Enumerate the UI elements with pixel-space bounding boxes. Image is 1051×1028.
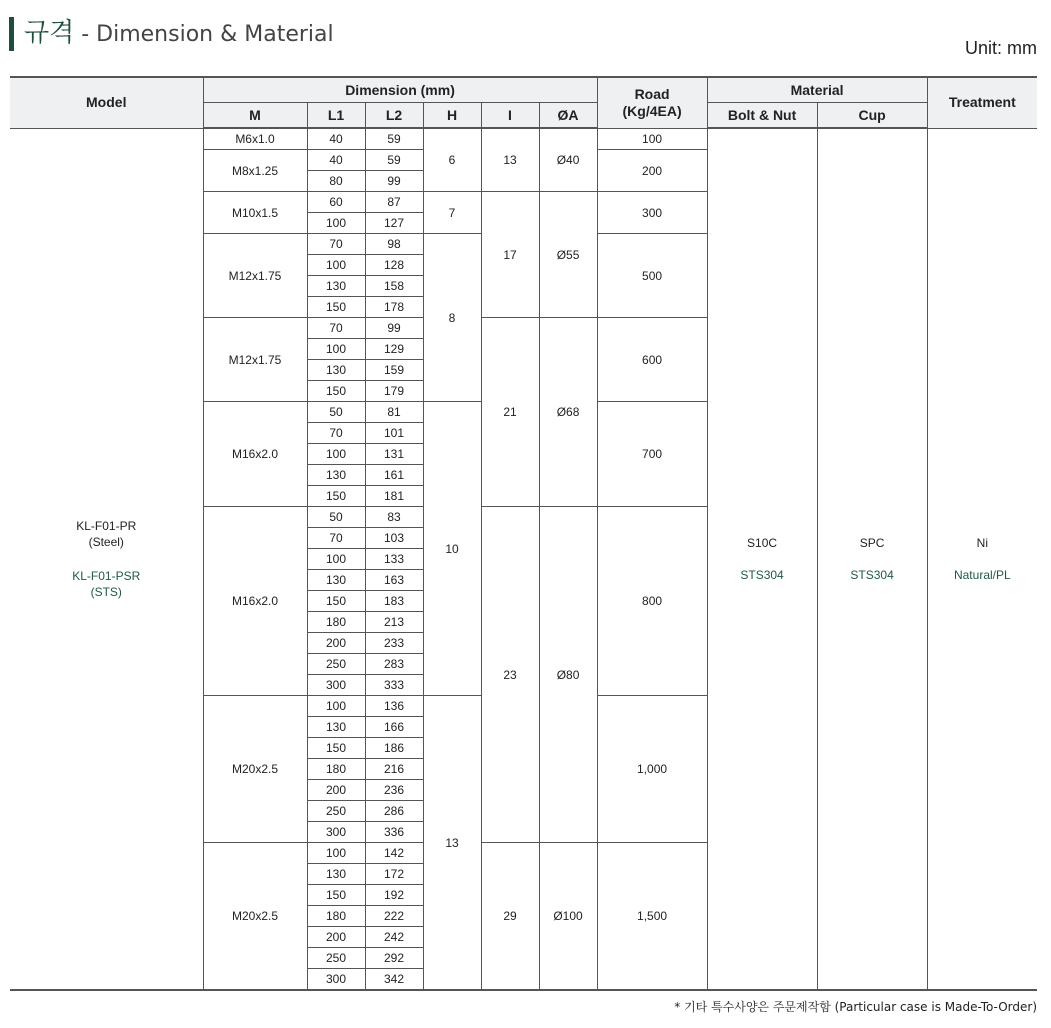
l1-cell: 150	[307, 486, 365, 507]
cup-cell	[817, 128, 927, 990]
l1-cell: 100	[307, 696, 365, 717]
th-l2: L2	[365, 103, 423, 129]
cell-spacer	[708, 550, 817, 568]
l1-cell: 200	[307, 633, 365, 654]
bolt-sts: STS304	[740, 568, 784, 582]
road-cell: 500	[597, 234, 707, 318]
cup-sts: STS304	[850, 568, 894, 582]
road-cell: 1,500	[597, 843, 707, 991]
th-oa: ØA	[539, 103, 597, 129]
m-size-cell: M8x1.25	[203, 150, 307, 192]
l1-cell: 70	[307, 423, 365, 444]
l1-cell: 150	[307, 381, 365, 402]
h-cell: 13	[423, 696, 481, 991]
model-cell	[10, 128, 203, 990]
l2-cell: 83	[365, 507, 423, 528]
m-size-cell: M12x1.75	[203, 318, 307, 402]
l2-cell: 136	[365, 696, 423, 717]
l2-cell: 233	[365, 633, 423, 654]
l1-cell: 180	[307, 906, 365, 927]
title-korean: 규격	[24, 18, 75, 48]
table-row	[10, 128, 1037, 150]
l1-cell: 130	[307, 465, 365, 486]
l2-cell: 283	[365, 654, 423, 675]
l2-cell: 186	[365, 738, 423, 759]
model-steel-name: KL-F01-PR	[76, 518, 137, 533]
l2-cell: 81	[365, 402, 423, 423]
l2-cell: 103	[365, 528, 423, 549]
l1-cell: 130	[307, 864, 365, 885]
m-size-cell: M16x2.0	[203, 507, 307, 696]
l2-cell: 98	[365, 234, 423, 255]
l1-cell: 130	[307, 717, 365, 738]
road-cell: 1,000	[597, 696, 707, 843]
model-sts-name: KL-F01-PSR	[72, 568, 141, 583]
l1-cell: 150	[307, 297, 365, 318]
cup-steel: SPC	[859, 536, 885, 550]
unit-label: Unit: mm	[965, 38, 1037, 58]
l2-cell: 172	[365, 864, 423, 885]
m-size-cell: M6x1.0	[203, 128, 307, 150]
m-size-cell: M16x2.0	[203, 402, 307, 507]
l2-cell: 336	[365, 822, 423, 843]
l2-cell: 166	[365, 717, 423, 738]
th-road-line2: (Kg/4EA)	[622, 102, 682, 119]
l1-cell: 150	[307, 738, 365, 759]
l2-cell: 101	[365, 423, 423, 444]
spec-body	[10, 128, 1037, 990]
th-i: I	[481, 103, 539, 129]
l1-cell: 180	[307, 612, 365, 633]
h-cell: 7	[423, 192, 481, 234]
l2-cell: 87	[365, 192, 423, 213]
l2-cell: 216	[365, 759, 423, 780]
th-material: Material	[707, 77, 927, 103]
bolt-nut-cell	[707, 128, 817, 990]
spec-table	[10, 76, 1037, 991]
l1-cell: 130	[307, 360, 365, 381]
l1-cell: 150	[307, 885, 365, 906]
road-cell: 300	[597, 192, 707, 234]
l2-cell: 292	[365, 948, 423, 969]
l2-cell: 179	[365, 381, 423, 402]
road-cell: 200	[597, 150, 707, 192]
l1-cell: 100	[307, 549, 365, 570]
cell-spacer	[928, 550, 1038, 568]
th-bolt-nut: Bolt & Nut	[707, 103, 817, 129]
l1-cell: 100	[307, 255, 365, 276]
th-l1: L1	[307, 103, 365, 129]
l2-cell: 213	[365, 612, 423, 633]
th-dimension: Dimension (mm)	[203, 77, 597, 103]
l2-cell: 59	[365, 150, 423, 171]
oa-cell: Ø55	[539, 192, 597, 318]
cell-spacer	[10, 550, 203, 568]
th-road	[597, 77, 707, 128]
treatment-cell	[927, 128, 1037, 990]
l1-cell: 80	[307, 171, 365, 192]
l2-cell: 178	[365, 297, 423, 318]
th-h: H	[423, 103, 481, 129]
model-sts-note: (STS)	[90, 584, 122, 599]
treatment-steel: Ni	[976, 535, 988, 550]
l2-cell: 183	[365, 591, 423, 612]
l1-cell: 200	[307, 927, 365, 948]
i-cell: 29	[481, 843, 539, 991]
road-cell: 600	[597, 318, 707, 402]
l2-cell: 286	[365, 801, 423, 822]
oa-cell: Ø68	[539, 318, 597, 507]
l2-cell: 236	[365, 780, 423, 801]
treatment-sts: Natural/PL	[953, 567, 1011, 582]
l1-cell: 100	[307, 213, 365, 234]
l1-cell: 40	[307, 150, 365, 171]
road-cell: 800	[597, 507, 707, 696]
cell-spacer	[818, 550, 927, 568]
l1-cell: 100	[307, 843, 365, 864]
oa-cell: Ø40	[539, 128, 597, 192]
l2-cell: 342	[365, 969, 423, 991]
model-steel-note: (Steel)	[88, 534, 124, 549]
l2-cell: 133	[365, 549, 423, 570]
l1-cell: 100	[307, 444, 365, 465]
l1-cell: 60	[307, 192, 365, 213]
l1-cell: 40	[307, 128, 365, 150]
l1-cell: 100	[307, 339, 365, 360]
m-size-cell: M20x2.5	[203, 843, 307, 991]
th-treatment: Treatment	[927, 77, 1037, 128]
road-cell: 700	[597, 402, 707, 507]
l1-cell: 300	[307, 969, 365, 991]
l1-cell: 50	[307, 507, 365, 528]
l2-cell: 222	[365, 906, 423, 927]
oa-cell: Ø100	[539, 843, 597, 991]
h-cell: 8	[423, 234, 481, 402]
l2-cell: 181	[365, 486, 423, 507]
bolt-steel: S10C	[747, 536, 778, 550]
l1-cell: 180	[307, 759, 365, 780]
m-size-cell: M12x1.75	[203, 234, 307, 318]
l2-cell: 333	[365, 675, 423, 696]
m-size-cell: M20x2.5	[203, 696, 307, 843]
l2-cell: 192	[365, 885, 423, 906]
l2-cell: 158	[365, 276, 423, 297]
h-cell: 10	[423, 402, 481, 696]
l1-cell: 250	[307, 801, 365, 822]
l1-cell: 150	[307, 591, 365, 612]
l1-cell: 250	[307, 654, 365, 675]
i-cell: 23	[481, 507, 539, 843]
i-cell: 21	[481, 318, 539, 507]
l1-cell: 130	[307, 276, 365, 297]
l1-cell: 300	[307, 675, 365, 696]
h-cell: 6	[423, 128, 481, 192]
l2-cell: 142	[365, 843, 423, 864]
th-model: Model	[10, 77, 203, 128]
l2-cell: 99	[365, 318, 423, 339]
header-row-1	[10, 77, 1037, 103]
footnote: * 기타 특수사양은 주문제작함 (Particular case is Made-To-Order)	[674, 1000, 1037, 1014]
l2-cell: 59	[365, 128, 423, 150]
m-size-cell: M10x1.5	[203, 192, 307, 234]
l1-cell: 250	[307, 948, 365, 969]
l1-cell: 70	[307, 528, 365, 549]
i-cell: 13	[481, 128, 539, 192]
title-english: - Dimension & Material	[74, 22, 334, 47]
l1-cell: 50	[307, 402, 365, 423]
l1-cell: 300	[307, 822, 365, 843]
l2-cell: 128	[365, 255, 423, 276]
l2-cell: 99	[365, 171, 423, 192]
l1-cell: 130	[307, 570, 365, 591]
l1-cell: 70	[307, 318, 365, 339]
l2-cell: 129	[365, 339, 423, 360]
th-cup: Cup	[817, 103, 927, 129]
l1-cell: 70	[307, 234, 365, 255]
l2-cell: 159	[365, 360, 423, 381]
road-cell: 100	[597, 128, 707, 150]
l2-cell: 131	[365, 444, 423, 465]
title-accent-bar	[9, 17, 14, 51]
i-cell: 17	[481, 192, 539, 318]
oa-cell: Ø80	[539, 507, 597, 843]
l2-cell: 163	[365, 570, 423, 591]
l2-cell: 161	[365, 465, 423, 486]
l2-cell: 127	[365, 213, 423, 234]
th-road-line1: Road	[634, 85, 670, 102]
l1-cell: 200	[307, 780, 365, 801]
page-title	[24, 14, 334, 54]
l2-cell: 242	[365, 927, 423, 948]
th-m: M	[203, 103, 307, 129]
